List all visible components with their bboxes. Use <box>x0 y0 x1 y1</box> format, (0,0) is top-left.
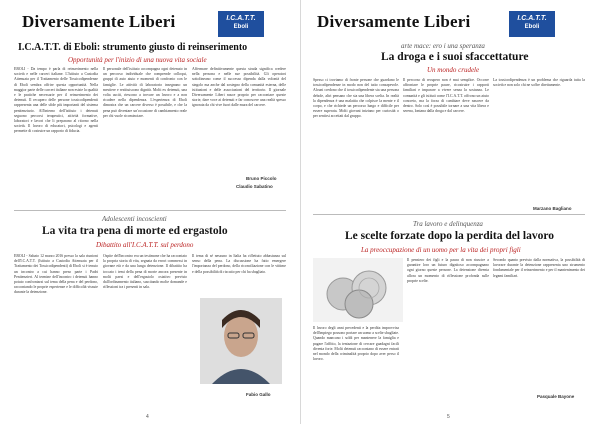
byline: Marzano Bagliano <box>533 206 572 211</box>
article-kicker: arte mace: ero i una speranza <box>401 42 485 50</box>
article-kicker: Tra lavoro e delinquenza <box>413 220 483 228</box>
article-subtitle: Un mondo crudele <box>427 66 480 74</box>
article-subtitle: Dibattito all'I.C.A.T.T. sul perdono <box>96 241 194 249</box>
portrait-photo <box>200 298 282 384</box>
article-column <box>403 78 489 210</box>
column-text: Il personale dell'istituto accompagna ogni detenuto in un percorso individuale che comprende colloqui, gruppi di auto aiuto e momenti di confronto con le famiglie. Le attività di laboratorio insegnano un mestiere e restituiscono dignità. Molti ex detenuti, una volta usciti, riescono a trovare un lavoro e a non ricadere nella dipendenza. L'esperienza di Eboli dimostra che un carcere diverso è possibile, e che la pena può diventare un'occasione di cambiamento reale per chi vuole ricominciare. <box>103 67 187 118</box>
article-kicker: Adolescenti incoscienti <box>102 215 167 223</box>
page-number: 4 <box>146 414 149 420</box>
byline: Fabio Gallo <box>246 392 271 397</box>
column-text: Il pensiero dei figli e la paura di non riuscire a garantire loro un futuro dignitoso accompagnano ogni giorno queste persone. La detenzione diventa allora un momento di riflessione profonda sulle proprie scelte. <box>407 258 489 283</box>
column-text: Spesso ci troviamo di fronte persone che guardano le tossicodipendenze in modo non del tutto consapevole. Alcuni credono che il tossicodipendente sia una persona debole, altri pensano che sia una libera scelta. In realtà la dipendenza è una malattia che colpisce la mente e il corpo, e che richiede un percorso lungo e difficile per essere superata. Molti giovani iniziano per curiosità o per sentirsi accettati dal gruppo. <box>313 78 399 119</box>
article-column <box>192 254 286 294</box>
byline: Claudio Sabatino <box>236 184 273 189</box>
masthead-right <box>301 6 600 34</box>
coins-photo-art <box>313 258 403 322</box>
article-column <box>313 326 399 412</box>
coins-photo <box>313 258 403 322</box>
tag-line2: Eboli <box>524 24 540 30</box>
column-text: La tossicodipendenza è un problema che riguarda tutta la società e non solo chi ne soffre direttamente. <box>493 78 585 88</box>
column-text: EBOLI - Sabato 12 marzo 2016 presso la sala riunioni dell'I.C.A.T.T. (Istituto a Custodia Attenuata per il Trattamento dei Tossicodipendenti) di Eboli si è tenuto un incontro a cui hanno preso parte i Padri Penitenzieri. Al termine dell'incontro i detenuti hanno potuto confrontarsi sul tema della pena e del perdono, raccontando le proprie esperienze e le difficoltà vissute durante la detenzione. <box>14 254 98 295</box>
tag-line1: I.C.A.T.T. <box>517 15 547 22</box>
portrait-photo-art <box>200 298 282 384</box>
divider <box>313 214 585 215</box>
article-column <box>14 254 98 408</box>
article-column <box>103 254 187 408</box>
column-text: EBOLI - Da tempo è parla di reinserimento nella società e nelle carceri italiane. L'Istituto a Custodia Attenuata per il Trattamento delle Tossicodipendenze di Eboli sembra offrire questa opportunità. Nella maggior parte delle carceri italiane non esiste la qualità e le pratiche necessarie per il reinserimento dei detenuti. Il recupero delle persone tossicodipendenti rappresenta una delle sfide più importanti del sistema penitenziario. All'interno dell'istituto i detenuti seguono percorsi terapeutici, attività formative, laboratori e lavori che li preparano al ritorno nella società. Il lavoro di educatori, psicologi e agenti permette di costruire un rapporto di fiducia. <box>14 67 98 134</box>
article-title: Le scelte forzate dopo la perdita del lavoro <box>345 230 554 242</box>
byline: Bruno Piccolo <box>246 176 277 181</box>
page-number: 5 <box>447 414 450 420</box>
article-column <box>493 78 585 118</box>
article-column <box>103 67 187 199</box>
masthead-left <box>0 6 300 34</box>
masthead-tag <box>509 11 555 37</box>
article-column <box>407 258 489 408</box>
article-title: La vita tra pena di morte ed ergastolo <box>42 225 228 237</box>
divider <box>14 210 286 211</box>
column-text: Il tema di sé nessuno in Italia ha riflettuto abbastanza sul senso della pena. La discussione ha fatto emergere l'importanza del perdono, della riconciliazione con le vittime e della possibilità di riscatto per chi ha sbagliato. <box>192 254 286 274</box>
article-column <box>192 67 286 167</box>
article-column <box>493 258 585 388</box>
column-text: Ospite dell'incontro era un testimone che ha raccontato la propria storia di vita, segnata da errori commessi in giovane età e da una lunga detenzione. Il dibattito ha toccato i temi della pena di morte ancora presente in molti paesi e dell'ergastolo ostativo previsto dall'ordinamento italiano, suscitando molte domande e riflessioni tra i presenti in sala. <box>103 254 187 290</box>
column-text: Secondo quanto previsto dalla normativa, la possibilità di lavorare durante la detenzione rappresenta uno strumento fondamentale per il reinserimento e per il mantenimento dei legami familiari. <box>493 258 585 278</box>
article-title: La droga e i suoi sfaccettature <box>381 51 529 63</box>
column-text: Il percorso di recupero non è mai semplice. Occorre affrontare le proprie paure, ricostruire i rapporti familiari e imparare a vivere senza la sostanza. Le comunità e gli istituti come l'I.C.A.T.T. offrono un aiuto concreto, ma la forza di cambiare deve nascere da dentro. Solo così è possibile tornare a una vita libera e serena, lontana dalla droga e dal carcere. <box>403 78 489 114</box>
article-column <box>313 78 399 210</box>
masthead-tag <box>218 11 264 37</box>
column-text: Affermare definitivamente questa strada significa credere nella persona e nelle sue possibilità. Gli operatori sottolineano come il successo dipenda dalla volontà del singolo ma anche dal sostegno della comunità esterna, delle istituzioni e delle associazioni del territorio. Il giornale Diversamente Liberi nasce proprio per raccontare queste storie, dare voce ai detenuti e far conoscere una realtà spesso ignorata da chi vive fuori dalle mura del carcere. <box>192 67 286 108</box>
column-text: Il lavoro degli anni precedenti e la perdita improvvisa dell'impiego possono portare un uomo a scelte sbagliate. Quando mancano i soldi per mantenere la famiglia e pagare l'affitto, la tentazione di cercare guadagni facili diventa forte. Molti detenuti raccontano di essere entrati nel mondo della criminalità proprio dopo aver perso il lavoro. <box>313 326 399 362</box>
masthead-title: Diversamente Liberi <box>22 12 176 31</box>
article-subtitle: Opportunità per l'inizio di una nuova vita sociale <box>68 56 207 64</box>
article-title: I.C.A.T.T. di Eboli: strumento giusto di reinserimento <box>18 42 248 53</box>
masthead-title: Diversamente Liberi <box>317 12 471 31</box>
right-page <box>300 0 600 424</box>
byline: Pasquale Bayone <box>537 394 575 399</box>
article-column <box>14 67 98 199</box>
article-subtitle: La preoccupazione di un uomo per la vita dei propri figli <box>361 246 521 254</box>
tag-line2: Eboli <box>233 24 249 30</box>
tag-line1: I.C.A.T.T. <box>226 15 256 22</box>
